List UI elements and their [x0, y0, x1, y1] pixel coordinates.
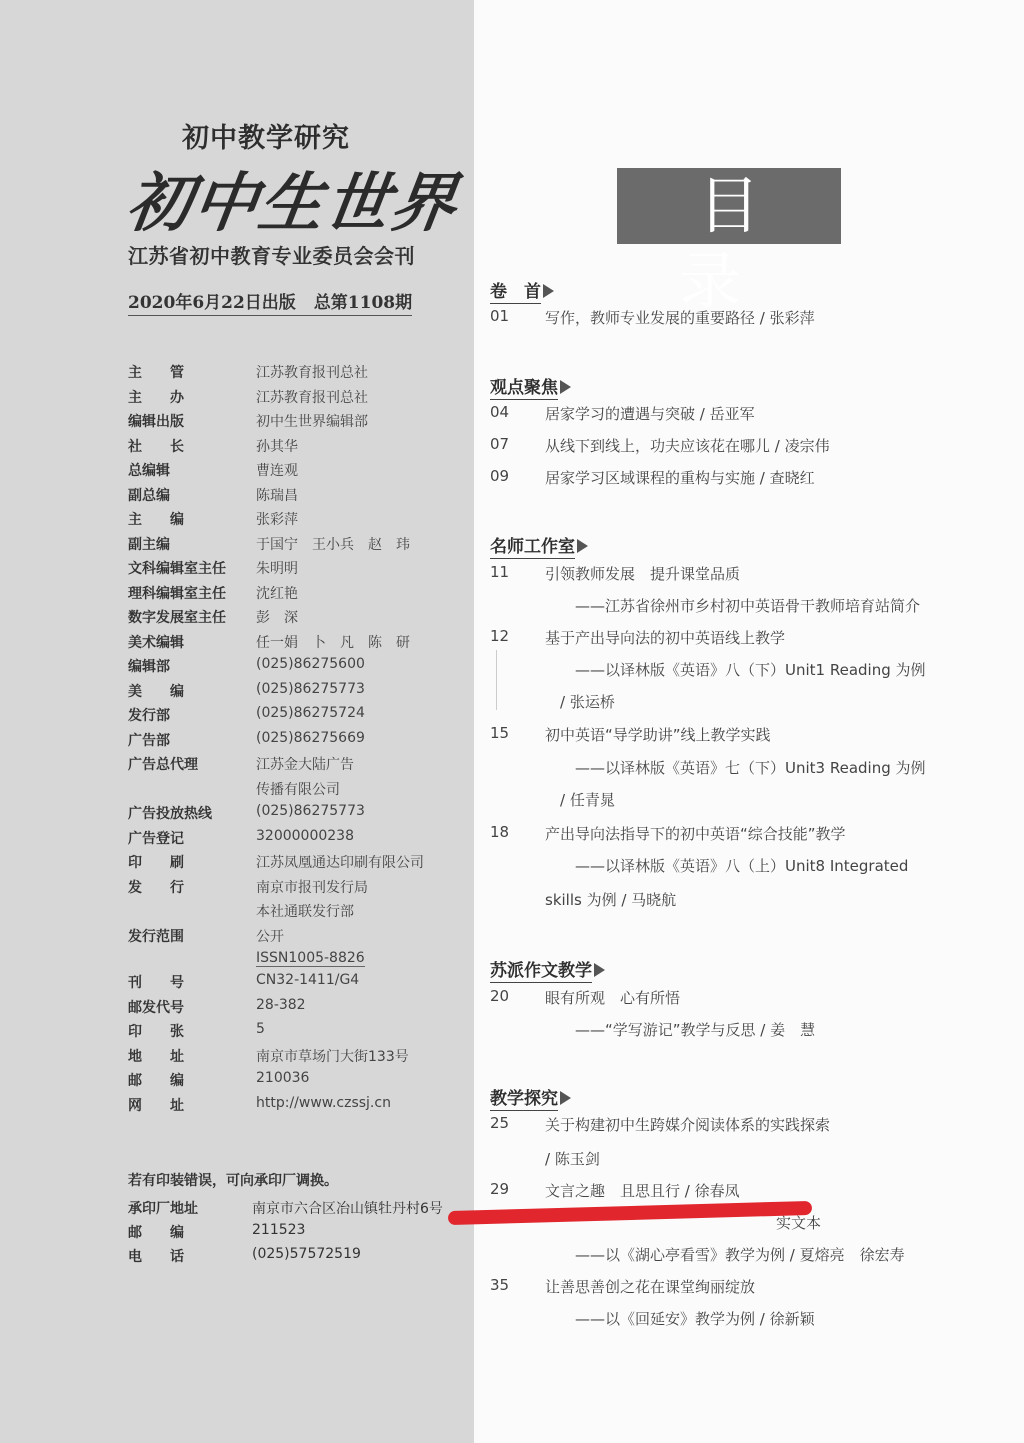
printer-value: 211523: [252, 1222, 306, 1238]
masthead-value: 32000000238: [256, 827, 354, 844]
masthead-label: 主 编: [128, 512, 184, 528]
printer-label: 邮 编: [128, 1225, 184, 1241]
masthead-value: 公开: [256, 928, 284, 945]
masthead-value: 210036: [256, 1070, 310, 1086]
masthead-row: [128, 1021, 468, 1046]
masthead-row: [128, 558, 468, 583]
magazine-subtitle: 初中教学研究: [182, 123, 350, 154]
toc-entry-line: 眼有所观 心有所悟: [545, 989, 681, 1007]
toc-page-number: 07: [490, 435, 510, 453]
toc-entry-line: 文言之趣 且思且行 / 徐春凤: [545, 1182, 740, 1200]
masthead-row: [128, 828, 468, 853]
toc-page-number: 09: [490, 467, 510, 485]
masthead-label: 美 编: [128, 683, 184, 700]
toc-entry-line: ——以译林版《英语》八（上）Unit8 Integrated: [545, 857, 909, 875]
masthead-row: [128, 362, 468, 387]
masthead-row: [128, 972, 468, 997]
masthead-label: 发行部: [128, 708, 170, 724]
masthead-row: [128, 436, 468, 461]
masthead-value: (025)86275724: [256, 705, 365, 721]
masthead-label: 数字发展室主任: [128, 610, 226, 626]
toc-page-number: 04: [490, 403, 510, 421]
masthead-value: 传播有限公司: [256, 781, 340, 798]
masthead-label: 副总编: [128, 487, 170, 504]
masthead-label: 地 址: [128, 1048, 184, 1065]
toc-heading: 目录: [617, 168, 841, 244]
masthead-value: 张彩萍: [256, 512, 298, 528]
printer-row: [128, 1222, 468, 1246]
issue-date: 2020年6月22日出版: [128, 293, 296, 313]
toc-entry-line: 关于构建初中生跨媒介阅读体系的实践探索: [545, 1116, 831, 1134]
masthead-value: 本社通联发行部: [256, 904, 354, 920]
toc-entry-line: 让善思善创之花在课堂绚丽绽放: [545, 1278, 756, 1296]
printer-label: 承印厂地址: [128, 1201, 198, 1217]
toc-entry-line: 基于产出导向法的初中英语线上教学: [545, 629, 786, 647]
masthead-value: 彭 深: [256, 610, 298, 626]
masthead-value: (025)86275773: [256, 803, 365, 819]
toc-section-title: [490, 1084, 571, 1109]
masthead-value: 初中生世界编辑部: [256, 414, 368, 430]
toc-page-number: 35: [490, 1276, 510, 1294]
masthead-row: [128, 1070, 468, 1095]
masthead-row: [128, 705, 468, 730]
masthead-value: 28-382: [256, 996, 306, 1013]
toc-entry-line: 实文本: [776, 1214, 822, 1232]
masthead-value: ISSN1005-8826: [256, 950, 365, 966]
masthead-value: http://www.czssj.cn: [256, 1094, 391, 1111]
toc-entry-line: ——以译林版《英语》七（下）Unit3 Reading 为例: [545, 759, 926, 777]
masthead-row: [128, 803, 468, 828]
masthead-label: 副主编: [128, 536, 170, 553]
masthead-row: [128, 411, 468, 436]
masthead-value: 孙其华: [256, 438, 298, 455]
masthead-label: 邮 编: [128, 1073, 184, 1089]
toc-entry-line: 居家学习区域课程的重构与实施 / 查晓红: [545, 469, 815, 487]
masthead-row: [128, 632, 468, 657]
toc-page-number: 20: [490, 987, 510, 1005]
toc-section-label: 教学探究: [490, 1089, 558, 1109]
masthead-list: [128, 362, 468, 1119]
masthead-row: [128, 681, 468, 706]
printer-row: [128, 1246, 468, 1270]
masthead-value: (025)86275669: [256, 729, 365, 746]
masthead-row: [128, 387, 468, 412]
masthead-value: 陈瑞昌: [256, 487, 298, 504]
toc-entry-line: ——以《湖心亭看雪》教学为例 / 夏熔亮 徐宏寿: [545, 1246, 905, 1264]
masthead-value: 江苏凤凰通达印刷有限公司: [256, 855, 424, 871]
toc-page-number: 18: [490, 823, 510, 841]
masthead-label: 编辑出版: [128, 414, 184, 430]
masthead-row: [128, 901, 468, 926]
masthead-value: 曹连观: [256, 463, 298, 479]
masthead-row: [128, 997, 468, 1022]
masthead-row: [128, 656, 468, 681]
masthead-label: 广告总代理: [128, 757, 198, 773]
toc-page-number: 12: [490, 627, 510, 645]
masthead-row: [128, 509, 468, 534]
masthead-row: [128, 1095, 468, 1120]
masthead-label: 广告部: [128, 732, 170, 749]
printer-value: 南京市六合区冶山镇牡丹村6号: [252, 1201, 443, 1217]
masthead-row: [128, 754, 468, 779]
masthead-value: 南京市草场门大街133号: [256, 1048, 409, 1065]
divider: [496, 650, 497, 710]
masthead-row: [128, 1046, 468, 1071]
masthead-row: [128, 852, 468, 877]
toc-page-number: 25: [490, 1114, 510, 1132]
masthead-value: 朱明明: [256, 561, 298, 577]
magazine-title: 初中生世界: [121, 167, 463, 241]
toc-entry-line: ——以《回延安》教学为例 / 徐新颖: [545, 1310, 815, 1328]
toc-page-number: 29: [490, 1180, 510, 1198]
masthead-row: [128, 730, 468, 755]
toc-entry-line: 居家学习的遭遇与突破 / 岳亚军: [545, 405, 755, 423]
masthead-label: 发行范围: [128, 928, 184, 945]
toc-section-label: 名师工作室: [490, 537, 575, 557]
masthead-label: 刊 号: [128, 975, 184, 991]
printer-note: 若有印装错误，可向承印厂调换。: [128, 1173, 338, 1189]
masthead-value: CN32-1411/G4: [256, 972, 360, 988]
toc-page-number: 11: [490, 563, 510, 581]
masthead-label: 广告登记: [128, 830, 184, 847]
masthead-row: [128, 877, 468, 902]
masthead-row: [128, 583, 468, 608]
toc-entry-line: / 陈玉剑: [545, 1150, 600, 1168]
masthead-label: 广告投放热线: [128, 806, 212, 822]
masthead-label: 印 张: [128, 1024, 184, 1040]
masthead-label: 美术编辑: [128, 634, 184, 651]
toc-section-title: [490, 277, 554, 302]
masthead-label: 编辑部: [128, 659, 170, 675]
masthead-value: (025)86275600: [256, 656, 365, 672]
masthead-value: (025)86275773: [256, 680, 365, 697]
masthead-label: 文科编辑室主任: [128, 561, 226, 577]
toc-entry-line: ——以译林版《英语》八（下）Unit1 Reading 为例: [545, 661, 926, 679]
masthead-row: [128, 950, 468, 972]
magazine-organization: 江苏省初中教育专业委员会会刊: [128, 244, 415, 268]
printer-value: (025)57572519: [252, 1246, 361, 1262]
toc-entry-line: skills 为例 / 马晓航: [545, 891, 677, 909]
masthead-label: 网 址: [128, 1097, 184, 1114]
toc-section-label: 观点聚焦: [490, 378, 558, 398]
masthead-label: 理科编辑室主任: [128, 585, 226, 602]
toc-entry-line: 初中英语“导学助讲”线上教学实践: [545, 726, 771, 744]
masthead-row: [128, 607, 468, 632]
toc-entry-line: 产出导向法指导下的初中英语“综合技能”教学: [545, 825, 846, 843]
masthead-label: 印 刷: [128, 855, 184, 871]
masthead-label: 社 长: [128, 438, 184, 455]
masthead-row: [128, 779, 468, 804]
toc-entry-line: 引领教师发展 提升课堂品质: [545, 565, 741, 583]
printer-row: [128, 1198, 468, 1222]
masthead-label: 主 管: [128, 365, 184, 381]
toc-entry-line: ——“学写游记”教学与反思 / 姜 慧: [545, 1021, 816, 1039]
toc-entry-line: 写作，教师专业发展的重要路径 / 张彩萍: [545, 309, 815, 327]
masthead-value: 任一娟 卜 凡 陈 研: [256, 634, 410, 651]
masthead-value: 南京市报刊发行局: [256, 879, 368, 896]
toc-section-title: [490, 373, 571, 398]
toc-entry-line: / 张运桥: [545, 693, 615, 711]
toc-entry-line: ——江苏省徐州市乡村初中英语骨干教师培育站简介: [545, 597, 921, 615]
masthead-row: [128, 485, 468, 510]
masthead-label: 主 办: [128, 389, 184, 406]
issue-number: 总第1108期: [313, 293, 413, 313]
masthead-row: [128, 534, 468, 559]
toc-entry-line: 从线下到线上，功夫应该花在哪儿 / 凌宗伟: [545, 437, 830, 455]
masthead-label: 总编辑: [128, 463, 170, 479]
masthead-value: 江苏教育报刊总社: [256, 389, 368, 406]
printer-info: [128, 1170, 468, 1270]
masthead-value: 5: [256, 1021, 265, 1037]
masthead-row: [128, 926, 468, 951]
toc-page-number: 01: [490, 307, 510, 325]
masthead-value: 于国宁 王小兵 赵 玮: [256, 536, 410, 553]
masthead-value: 沈红艳: [256, 585, 298, 602]
printer-label: 电 话: [128, 1249, 184, 1265]
masthead-label: 发 行: [128, 879, 184, 896]
toc-page-number: 15: [490, 724, 510, 742]
issue-line: [128, 288, 412, 316]
toc-section-title: [490, 956, 605, 981]
toc-section-title: [490, 532, 588, 557]
toc-section-label: 苏派作文教学: [490, 961, 592, 981]
toc-entry-line: / 任青晁: [545, 791, 615, 809]
masthead-label: 邮发代号: [128, 999, 184, 1016]
masthead-row: [128, 460, 468, 485]
toc-section-label: 卷 首: [490, 282, 541, 302]
masthead-value: 江苏教育报刊总社: [256, 365, 368, 381]
masthead-value: 江苏金大陆广告: [256, 757, 354, 773]
